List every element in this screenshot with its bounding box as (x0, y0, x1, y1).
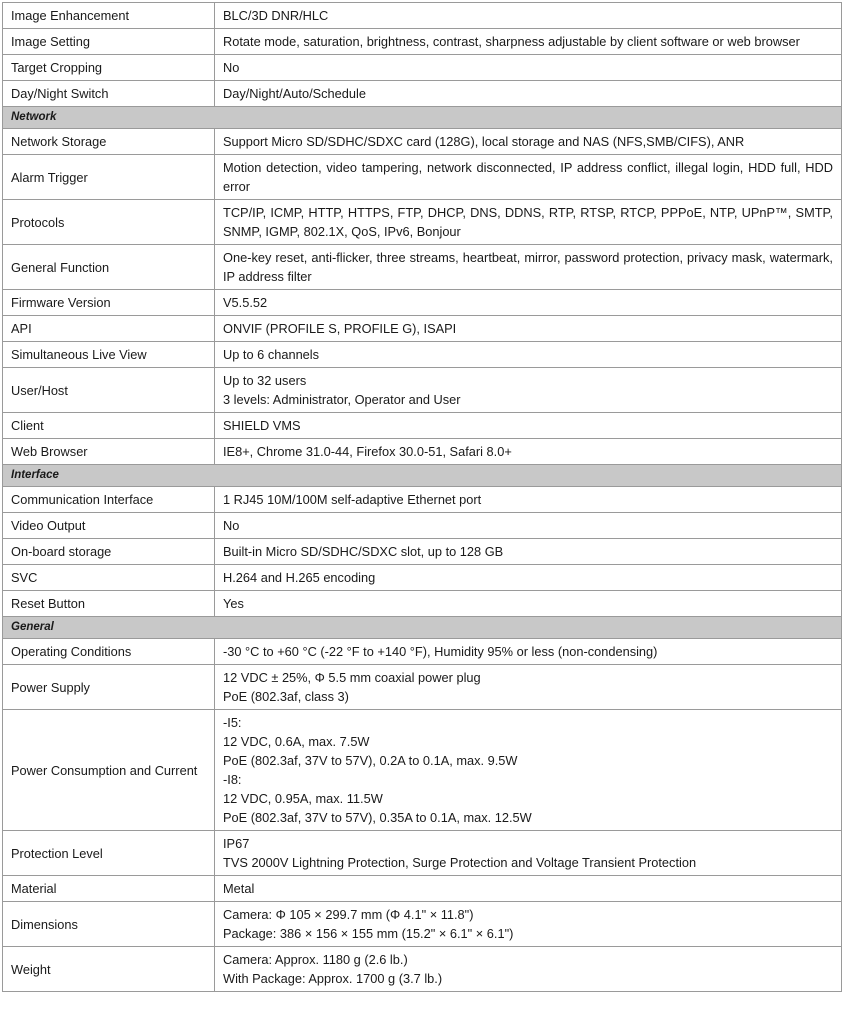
spec-value-line: TVS 2000V Lightning Protection, Surge Protection and Voltage Transient Protection (223, 855, 697, 870)
spec-label: Web Browser (3, 439, 215, 465)
spec-value (215, 200, 842, 245)
spec-value-line: PoE (802.3af, 37V to 57V), 0.2A to 0.1A, max. 9.5W (223, 753, 518, 768)
section-header-row (3, 107, 842, 129)
spec-value (215, 342, 842, 368)
spec-row (3, 539, 842, 565)
spec-value-line: Motion detection, video tampering, network disconnected, IP address conflict, illegal login, HDD full, HDD error (223, 160, 833, 194)
spec-row (3, 316, 842, 342)
spec-row (3, 290, 842, 316)
spec-value-line: 12 VDC, 0.95A, max. 11.5W (223, 791, 383, 806)
spec-value (215, 513, 842, 539)
spec-label: Client (3, 413, 215, 439)
spec-value-line: Up to 32 users (223, 373, 307, 388)
spec-value (215, 902, 842, 947)
spec-row (3, 513, 842, 539)
spec-value-line: No (223, 60, 240, 75)
spec-value-line: TCP/IP, ICMP, HTTP, HTTPS, FTP, DHCP, DNS, DDNS, RTP, RTSP, RTCP, PPPoE, NTP, UPnP™, SMTP, SNMP, IGMP, 802.1X, QoS, IPv6, Bonjour (223, 205, 833, 239)
spec-label: Firmware Version (3, 290, 215, 316)
spec-value-line: Built-in Micro SD/SDHC/SDXC slot, up to 128 GB (223, 544, 504, 559)
spec-value (215, 710, 842, 831)
spec-row (3, 200, 842, 245)
spec-value (215, 29, 842, 55)
spec-table (2, 2, 842, 992)
spec-label: Image Setting (3, 29, 215, 55)
spec-row (3, 29, 842, 55)
spec-value (215, 639, 842, 665)
section-header-row (3, 617, 842, 639)
spec-row (3, 665, 842, 710)
spec-value-line: Yes (223, 596, 244, 611)
spec-row (3, 413, 842, 439)
spec-value-line: Metal (223, 881, 255, 896)
spec-label: Power Consumption and Current (3, 710, 215, 831)
spec-row (3, 710, 842, 831)
spec-value-line: -30 °C to +60 °C (-22 °F to +140 °F), Humidity 95% or less (non-condensing) (223, 644, 658, 659)
spec-row (3, 902, 842, 947)
spec-value-line: PoE (802.3af, 37V to 57V), 0.35A to 0.1A, max. 12.5W (223, 810, 532, 825)
spec-label: Material (3, 876, 215, 902)
spec-table-body (3, 3, 842, 992)
spec-row (3, 947, 842, 992)
spec-label: Communication Interface (3, 487, 215, 513)
spec-value (215, 413, 842, 439)
spec-value-line: Day/Night/Auto/Schedule (223, 86, 366, 101)
spec-label: Video Output (3, 513, 215, 539)
spec-label: Power Supply (3, 665, 215, 710)
spec-label: On-board storage (3, 539, 215, 565)
spec-label: Day/Night Switch (3, 81, 215, 107)
spec-label: General Function (3, 245, 215, 290)
spec-value-line: 12 VDC, 0.6A, max. 7.5W (223, 734, 370, 749)
spec-value-line: Camera: Φ 105 × 299.7 mm (Φ 4.1" × 11.8") (223, 907, 474, 922)
spec-label: Simultaneous Live View (3, 342, 215, 368)
spec-row (3, 3, 842, 29)
spec-value-line: IP67 (223, 836, 250, 851)
spec-value (215, 831, 842, 876)
spec-label: Reset Button (3, 591, 215, 617)
spec-value-line: One-key reset, anti-flicker, three streams, heartbeat, mirror, password protection, privacy mask, watermark, IP address filter (223, 250, 833, 284)
spec-row (3, 81, 842, 107)
section-header-row (3, 465, 842, 487)
spec-row (3, 487, 842, 513)
spec-value-line: V5.5.52 (223, 295, 268, 310)
spec-value (215, 155, 842, 200)
spec-value (215, 439, 842, 465)
spec-label: API (3, 316, 215, 342)
spec-value (215, 129, 842, 155)
spec-value-line: 3 levels: Administrator, Operator and User (223, 392, 461, 407)
spec-label: Network Storage (3, 129, 215, 155)
spec-value (215, 55, 842, 81)
spec-value-line: BLC/3D DNR/HLC (223, 8, 329, 23)
spec-label: Alarm Trigger (3, 155, 215, 200)
spec-label: User/Host (3, 368, 215, 413)
section-header: Interface (3, 465, 842, 487)
spec-value-line: Support Micro SD/SDHC/SDXC card (128G), local storage and NAS (NFS,SMB/CIFS), ANR (223, 134, 745, 149)
spec-label: Image Enhancement (3, 3, 215, 29)
spec-value-line: 1 RJ45 10M/100M self-adaptive Ethernet port (223, 492, 482, 507)
spec-value-line: IE8+, Chrome 31.0-44, Firefox 30.0-51, Safari 8.0+ (223, 444, 512, 459)
spec-value (215, 591, 842, 617)
spec-value (215, 368, 842, 413)
spec-value (215, 665, 842, 710)
spec-label: Weight (3, 947, 215, 992)
spec-value-line: Package: 386 × 156 × 155 mm (15.2" × 6.1" × 6.1") (223, 926, 514, 941)
spec-row (3, 591, 842, 617)
spec-value-line: ONVIF (PROFILE S, PROFILE G), ISAPI (223, 321, 457, 336)
spec-value-line: H.264 and H.265 encoding (223, 570, 376, 585)
spec-row (3, 342, 842, 368)
spec-value-line: Rotate mode, saturation, brightness, contrast, sharpness adjustable by client software or web browser (223, 34, 800, 49)
spec-label: Protocols (3, 200, 215, 245)
spec-label: Protection Level (3, 831, 215, 876)
spec-label: Target Cropping (3, 55, 215, 81)
spec-value-line: 12 VDC ± 25%, Φ 5.5 mm coaxial power plug (223, 670, 481, 685)
spec-value (215, 290, 842, 316)
spec-row (3, 55, 842, 81)
spec-value-line: With Package: Approx. 1700 g (3.7 lb.) (223, 971, 443, 986)
spec-row (3, 368, 842, 413)
spec-value-line: No (223, 518, 240, 533)
spec-row (3, 876, 842, 902)
spec-value (215, 81, 842, 107)
spec-row (3, 565, 842, 591)
spec-value-line: SHIELD VMS (223, 418, 301, 433)
spec-value-line: Up to 6 channels (223, 347, 320, 362)
spec-row (3, 439, 842, 465)
spec-row (3, 129, 842, 155)
spec-label: SVC (3, 565, 215, 591)
spec-value-line: -I8: (223, 772, 242, 787)
spec-value (215, 487, 842, 513)
spec-value-line: -I5: (223, 715, 242, 730)
spec-label: Operating Conditions (3, 639, 215, 665)
section-header: Network (3, 107, 842, 129)
spec-value-line: Camera: Approx. 1180 g (2.6 lb.) (223, 952, 408, 967)
spec-value (215, 539, 842, 565)
section-header: General (3, 617, 842, 639)
spec-row (3, 155, 842, 200)
spec-value (215, 876, 842, 902)
spec-value (215, 245, 842, 290)
spec-label: Dimensions (3, 902, 215, 947)
spec-value (215, 947, 842, 992)
spec-value (215, 565, 842, 591)
spec-row (3, 245, 842, 290)
spec-row (3, 639, 842, 665)
spec-value (215, 316, 842, 342)
spec-value (215, 3, 842, 29)
spec-row (3, 831, 842, 876)
spec-value-line: PoE (802.3af, class 3) (223, 689, 349, 704)
